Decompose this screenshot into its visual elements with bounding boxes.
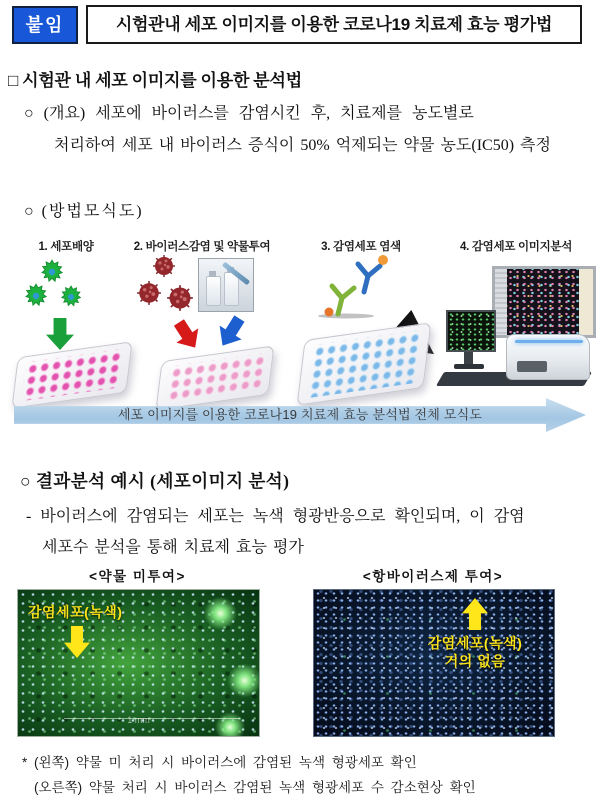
monitor-base [454, 364, 484, 369]
overview-text-line1: ○ (개요) 세포에 바이러스를 감염시킨 후, 치료제를 농도별로 [24, 105, 474, 122]
results-desc-line1: - 바이러스에 감염되는 세포는 녹색 형광반응으로 확인되며, 이 감염 [26, 508, 525, 525]
blue-block-arrow-icon [211, 312, 250, 353]
virus-icon [136, 280, 162, 306]
annotation-line2: 거의 없음 [444, 653, 506, 669]
microscopy-image-no-drug [17, 589, 260, 737]
scale-bar-label: 1 mm [127, 715, 150, 725]
step3-label: 3. 감염세포 염색 [321, 241, 401, 253]
step2-label: 2. 바이러스감염 및 약물투여 [133, 241, 271, 253]
results-desc-line2: 세포수 분석을 통해 치료제 효능 평가 [42, 539, 304, 556]
plate-wells [21, 349, 123, 402]
cell-image-screen [507, 269, 579, 335]
virus-cluster-icon [136, 254, 198, 316]
step1-label: 1. 세포배양 [38, 241, 94, 253]
vial-icon [206, 276, 221, 306]
figure-label-antiviral: <항바이러스제 투여> [362, 569, 504, 584]
analysis-monitor [492, 266, 596, 338]
few-infected-cells-annotation [400, 634, 550, 670]
method-diagram-label: ○ (방법모식도) [24, 203, 144, 220]
flow-caption: 세포 이미지를 이용한 코로나19 치료제 효능 분석법 전체 모식도 [117, 407, 483, 422]
microscopy-image-antiviral [313, 589, 555, 737]
secondary-monitor [446, 310, 496, 352]
footnote-left: * (왼쪽) 약물 미 처리 시 바이러스에 감염된 녹색 형광세포 확인 [22, 755, 417, 770]
overview-text-line2: 처리하여 세포 내 바이러스 증식이 50% 억제되는 약물 농도(IC50) 측정 [54, 137, 551, 154]
infected-cells-annotation: 감염세포(녹색) [28, 604, 123, 620]
analyzer-instrument [506, 334, 590, 380]
yellow-up-arrow-icon [462, 598, 488, 630]
footnote-right: (오른쪽) 약물 처리 시 바이러스 감염된 녹색 형광세포 수 감소현상 확인 [34, 780, 476, 795]
document-title: 시험관내 세포 이미지를 이용한 코로나19 치료제 효능 평가법 [86, 5, 582, 44]
plate-wells [165, 353, 265, 403]
results-heading: ○ 결과분석 예시 (세포이미지 분석) [20, 471, 290, 491]
cell-icon [22, 282, 50, 310]
software-sidebar [495, 269, 507, 335]
attachment-badge: 붙임 [12, 6, 78, 44]
step4-label: 4. 감염세포 이미지분석 [459, 241, 573, 253]
method-diagram [0, 232, 600, 398]
red-block-arrow-icon [168, 315, 206, 354]
antibody-staining-icon [316, 250, 396, 320]
software-panel [579, 269, 593, 335]
cell-icon [58, 284, 84, 310]
virus-icon [152, 254, 176, 278]
cell-cluster-icon [22, 258, 96, 316]
yellow-down-arrow-icon [64, 626, 90, 658]
section-heading-analysis: □ 시험관 내 세포 이미지를 이용한 분석법 [8, 71, 302, 90]
monitor-stand [464, 352, 473, 364]
green-block-arrow-icon [46, 318, 74, 350]
instrument-slot [517, 361, 547, 372]
figure-label-no-drug: <약물 미투여> [89, 569, 186, 584]
well-plate-stained [297, 322, 432, 406]
annotation-line1: 감염세포(녹색) [427, 635, 523, 651]
instrument-light [515, 340, 583, 343]
plate-wells [306, 330, 421, 399]
drug-vials-photo [198, 258, 254, 312]
virus-icon [166, 284, 194, 312]
